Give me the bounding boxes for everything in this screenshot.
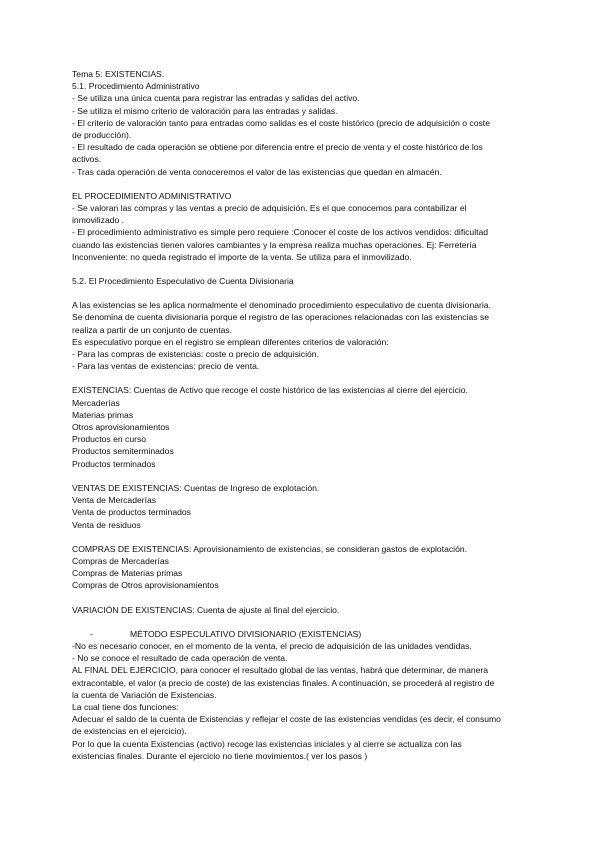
text-line: -No es necesario conocer, en el momento de la venta, el precio de adquisición de las unidades vendidas. [72, 640, 472, 651]
topic-title: Tema 5: EXISTENCIAS. [72, 69, 165, 79]
text-line: existencias finales. Durante el ejercicio no tiene movimientos.( ver los pasos ) [72, 750, 368, 761]
section-heading: COMPRAS DE EXISTENCIAS: Aprovisionamiento de existencias, se consideran gastos de explotación. [72, 543, 468, 554]
text-line: - Se utiliza el mismo criterio de valoración para las entradas y salidas. [72, 105, 338, 116]
text-line: inmovilizado . [72, 215, 125, 226]
text-line: la cuenta de Variación de Existencias. [72, 689, 217, 700]
text-line: Adecuar el saldo de la cuenta de Existencias y reflejar el coste de las existencias vendidas (es decir, el consumo [72, 714, 501, 725]
list-item: Productos terminados [72, 458, 156, 469]
list-item: Venta de productos terminados [72, 507, 191, 518]
intro-paragraph [72, 92, 532, 177]
list-item: Productos en curso [72, 434, 147, 445]
list-item: Compras de Mercaderías [72, 555, 169, 566]
section-heading: VARIACIÓN DE EXISTENCIAS: Cuenta de ajuste al final del ejercicio. [72, 604, 340, 615]
method-title: MÉTODO ESPECULATIVO DIVISIONARIO (EXISTENCIAS) [130, 628, 362, 639]
text-line: realiza a partir de un conjunto de cuentas. [72, 324, 233, 335]
text-line: Inconveniente: no queda registrado el importe de la venta. Se utiliza para el inmovilizado. [72, 251, 412, 262]
admin-section [72, 190, 532, 263]
especulativo-section [72, 275, 532, 372]
text-line: - Tras cada operación de venta conoceremos el valor de las existencias que quedan en almacén. [72, 166, 442, 177]
dash-bullet: - [90, 628, 93, 639]
document-page [72, 68, 532, 762]
list-item: Venta de residuos [72, 519, 141, 530]
text-line: Por lo que la cuenta Existencias (activo) recoge las existencias iniciales y al cierre se actualiza con las [72, 738, 462, 749]
list-item: Materias primas [72, 409, 134, 420]
text-line: - Para las compras de existencias: coste o precio de adquisición. [72, 349, 319, 360]
text-line: cuando las existencias tienen valores cambiantes y la empresa realiza muchas operaciones. Ej: Ferretería [72, 239, 477, 250]
text-line: Es especulativo porque en el registro se emplean diferentes criterios de valoración: [72, 336, 389, 347]
list-item: Compras de Materias primas [72, 568, 183, 579]
text-line: - No se conoce el resultado de cada operación de venta. [72, 653, 288, 664]
section-heading: EXISTENCIAS: Cuentas de Activo que recoge el coste histórico de las existencias al cierre del ejercicio. [72, 385, 468, 396]
text-line: AL FINAL DEL EJERCICIO, para conocer el resultado global de las ventas, habrá que determinar, de manera [72, 665, 489, 676]
list-item: Compras de Otros aprovisionamientos [72, 580, 219, 591]
list-item: Mercaderías [72, 397, 120, 408]
section-title: 5.1. Procedimiento Administrativo [72, 81, 200, 92]
section-heading: EL PROCEDIMIENTO ADMINISTRATIVO [72, 190, 232, 201]
method-heading [72, 628, 532, 640]
list-item: Otros aprovisionamientos [72, 422, 170, 433]
text-line: - El criterio de valoración tanto para entradas como salidas es el coste histórico (precio de adquisición o coste [72, 117, 490, 128]
text-line: - Se utiliza una única cuenta para registrar las entradas y salidas del activo. [72, 93, 360, 104]
text-line: La cual tiene dos funciones: [72, 701, 179, 712]
variacion-section [72, 604, 532, 616]
list-item: Productos semiterminados [72, 446, 174, 457]
compras-section [72, 543, 532, 592]
existencias-section [72, 384, 532, 469]
text-line: extracontable, el valor (a precio de coste) de las existencias finales. A continuación, se procederá al registro de [72, 677, 495, 688]
ventas-section [72, 482, 532, 531]
text-line: - El resultado de cada operación se obtiene por diferencia entre el precio de venta y el coste histórico de los [72, 142, 483, 153]
text-line: de producción). [72, 130, 132, 141]
text-line: Se denomina de cuenta divisionaria porque el registro de las operaciones relacionadas con las existencias se [72, 312, 490, 323]
text-line: - Para las ventas de existencias: precio de venta. [72, 361, 260, 372]
text-line: activos. [72, 154, 102, 165]
text-line: - Se valoran las compras y las ventas a precio de adquisición. Es el que conocemos para contabilizar el [72, 203, 467, 214]
metodo-section [72, 628, 532, 762]
list-item: Venta de Mercaderías [72, 495, 157, 506]
section-heading: VENTAS DE EXISTENCIAS: Cuentas de Ingreso de explotación. [72, 482, 320, 493]
text-line: de existencias en el ejercicio). [72, 726, 187, 737]
text-line: A las existencias se les aplica normalmente el denominado procedimiento especulativo de cuenta divisionaria. [72, 300, 491, 311]
text-line: - El procedimiento administrativo es simple pero requiere :Conocer el coste de los activos vendidos: dificultad [72, 227, 489, 238]
section-heading: 5.2. El Procedimiento Especulativo de Cuenta Divisionaria [72, 276, 294, 287]
